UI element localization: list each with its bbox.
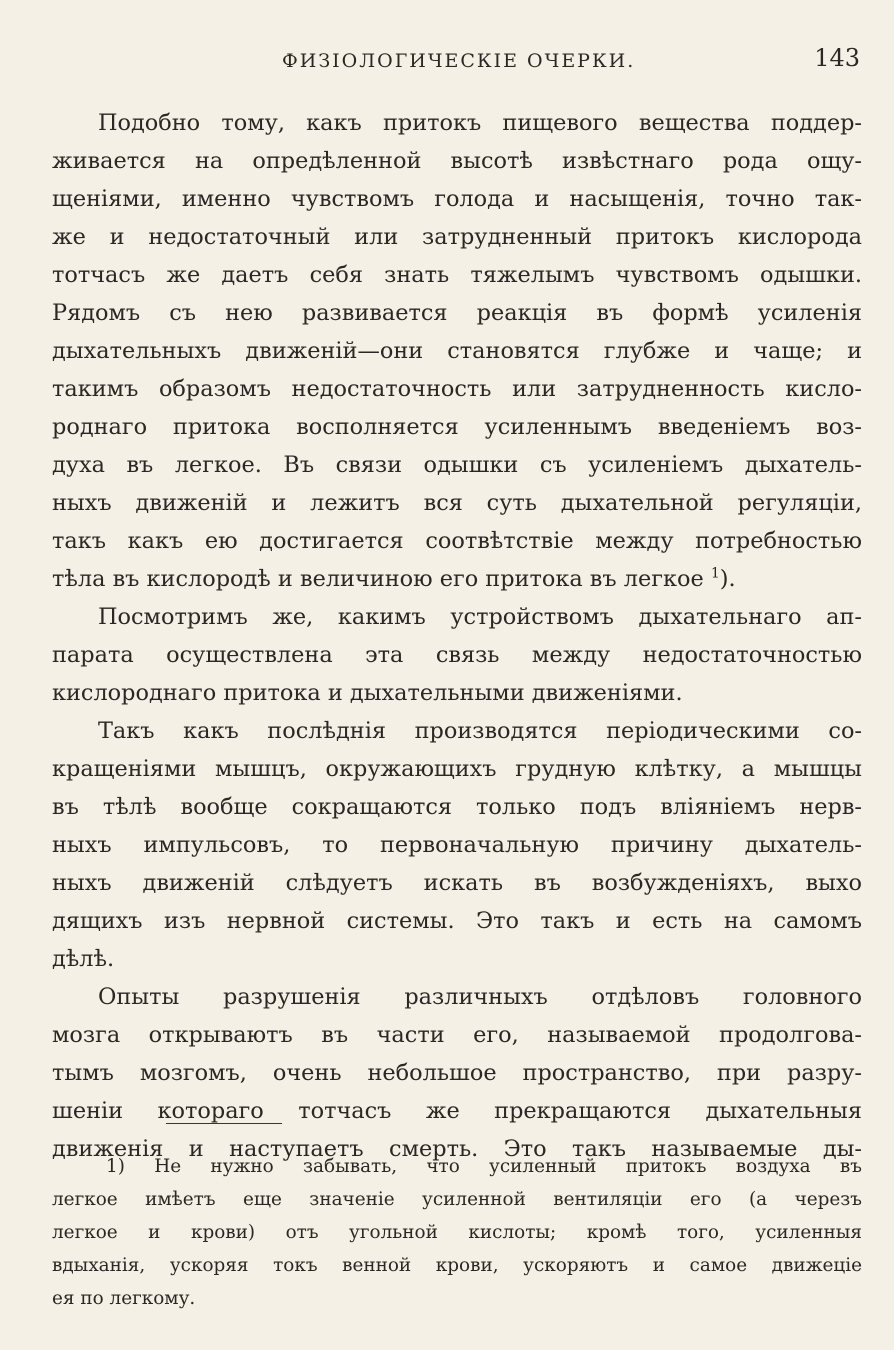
- footnote-marker: 1): [106, 1156, 125, 1177]
- text-line: такъ какъ ею достигается соотвѣтствіе между потребностью: [52, 528, 862, 554]
- footnote-line: легкое имѣетъ еще значеніе усиленной вентиляціи его (а черезъ: [52, 1189, 862, 1210]
- text-line: кращеніями мышцъ, окружающихъ грудную клѣтку, а мышцы: [52, 756, 862, 782]
- text-line: тымъ мозгомъ, очень небольшое пространство, при разру-: [52, 1060, 862, 1086]
- paragraph: [52, 978, 862, 1168]
- footnote-line-content: Не нужно забывать, что усиленный притокъ воздуха въ: [154, 1156, 862, 1177]
- text-line: въ тѣлѣ вообще сокращаются только подъ вліяніемъ нерв-: [52, 794, 862, 820]
- text-line: ныхъ движеній и лежитъ вся суть дыхательной регуляціи,: [52, 490, 862, 516]
- text-line: мозга открываютъ въ части его, называемой продолгова-: [52, 1022, 862, 1048]
- text-line: движенія и наступаетъ смерть. Это такъ называемые ды-: [52, 1136, 862, 1162]
- footnote-line: вдыханія, ускоряя токъ венной крови, ускоряютъ и самое движеціе: [52, 1255, 862, 1276]
- paragraph: [52, 598, 862, 712]
- running-title: ФИЗІОЛОГИЧЕСКІЕ ОЧЕРКИ.: [282, 50, 636, 72]
- page-number: 143: [814, 44, 860, 72]
- text-line: такимъ образомъ недостаточность или затрудненность кисло-: [52, 376, 862, 402]
- paragraph: [52, 104, 862, 598]
- footnote: [52, 1150, 862, 1315]
- text-line: шеніи котораго тотчасъ же прекращаются дыхательныя: [52, 1098, 862, 1124]
- text-line: ныхъ импульсовъ, то первоначальную причину дыхатель-: [52, 832, 862, 858]
- text-line: парата осуществлена эта связь между недостаточностью: [52, 642, 862, 668]
- text-line: живается на опредѣленной высотѣ извѣстнаго рода ощу-: [52, 148, 862, 174]
- text-line: духа въ легкое. Въ связи одышки съ усиленіемъ дыхатель-: [52, 452, 862, 478]
- text-line: Такъ какъ послѣднія производятся періодическими со-: [98, 718, 862, 744]
- footnote-separator: [166, 1123, 282, 1124]
- text-line-tail: ).: [719, 566, 736, 592]
- text-line: ныхъ движеній слѣдуетъ искать въ возбужденіяхъ, выхо: [52, 870, 862, 896]
- text-line: [52, 560, 862, 598]
- text-line: кислороднаго притока и дыхательными движеніями.: [52, 680, 683, 706]
- main-text: [52, 104, 862, 1168]
- text-line: Рядомъ съ нею развивается реакція въ формѣ усиленія: [52, 300, 862, 326]
- footnote-line: [52, 1150, 862, 1183]
- text-line: Опыты разрушенія различныхъ отдѣловъ головного: [98, 984, 862, 1010]
- footnote-line: ея по легкому.: [52, 1288, 196, 1309]
- page-header: [86, 42, 860, 82]
- text-line: Подобно тому, какъ притокъ пищевого вещества поддер-: [98, 110, 862, 136]
- text-line: Посмотримъ же, какимъ устройствомъ дыхательнаго ап-: [98, 604, 862, 630]
- text-line: роднаго притока восполняется усиленнымъ введеніемъ воз-: [52, 414, 862, 440]
- text-line: же и недостаточный или затрудненный притокъ кислорода: [52, 224, 862, 250]
- text-line-content: тѣла въ кислородѣ и величиною его притока въ легкое: [52, 566, 704, 592]
- text-line: щеніями, именно чувствомъ голода и насыщенія, точно так-: [52, 186, 862, 212]
- text-line: дыхательныхъ движеній—они становятся глубже и чаще; и: [52, 338, 862, 364]
- text-line: дѣлѣ.: [52, 946, 115, 972]
- footnote-reference: 1: [710, 565, 720, 582]
- footnote-line: легкое и крови) отъ угольной кислоты; кромѣ того, усиленныя: [52, 1222, 862, 1243]
- paragraph: [52, 712, 862, 978]
- text-line: дящихъ изъ нервной системы. Это такъ и есть на самомъ: [52, 908, 862, 934]
- text-line: тотчасъ же даетъ себя знать тяжелымъ чувствомъ одышки.: [52, 262, 862, 288]
